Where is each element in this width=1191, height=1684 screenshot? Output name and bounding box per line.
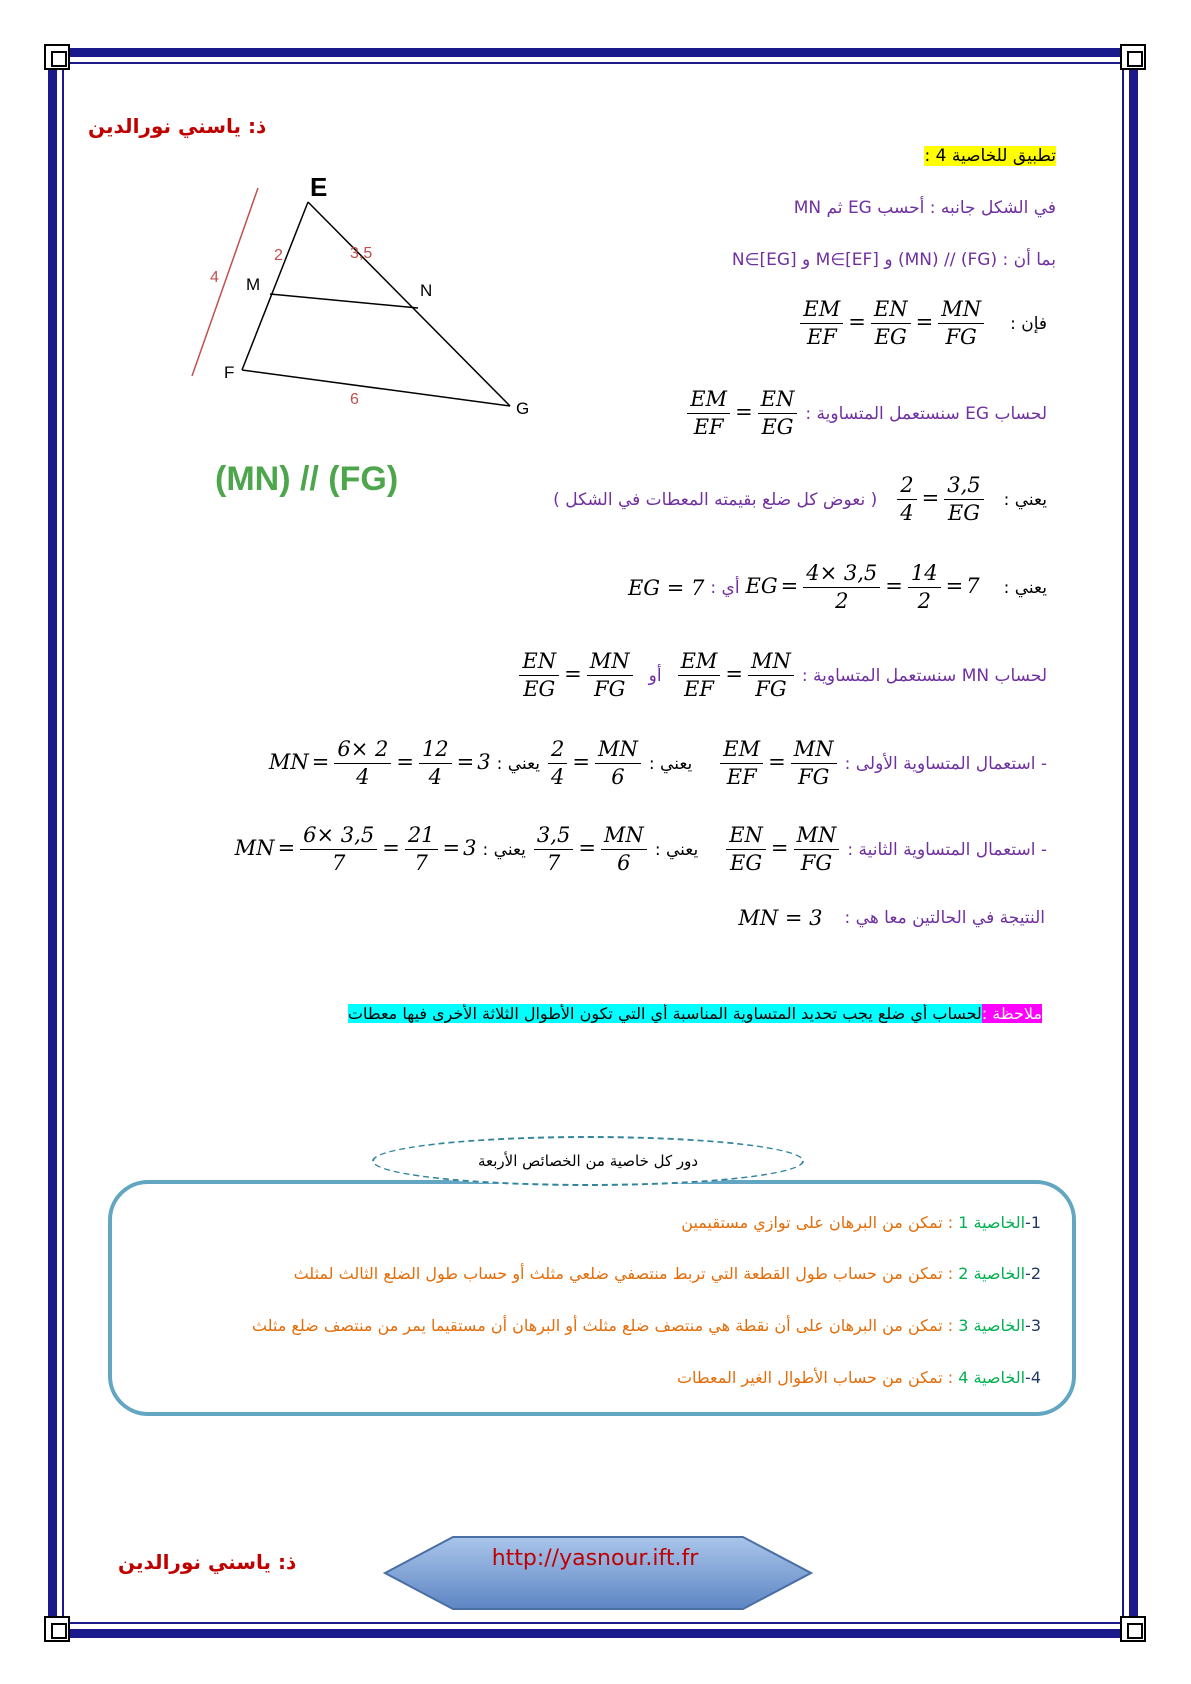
hypothesis-line: بما أن : (FG) // (MN) و M∈[EF] و N∈[EG] <box>731 250 1056 270</box>
point-g-label: G <box>516 399 530 418</box>
point-f-label: F <box>224 363 235 382</box>
question-line: في الشكل جانبه : أحسب EG ثم MN <box>793 198 1056 218</box>
ratio-equality: $\frac{EM}{EF}$ = $\frac{EN}{EG}$ = $\frac{MN}{FG}$ <box>798 298 986 349</box>
length-em-label: 2 <box>274 247 283 264</box>
corner-ornament-br <box>1120 1616 1146 1642</box>
author-top: ذ: ياسني نورالدين <box>88 114 267 138</box>
exercise-title-text: تطبيق للخاصية 4 : <box>924 146 1056 166</box>
website-link[interactable]: http://yasnour.ift.fr <box>491 1546 699 1571</box>
point-e-label: E <box>310 172 328 202</box>
replace-note: ( نعوض كل ضلع بقيمته المعطات في الشكل ) <box>553 489 878 510</box>
parallel-caption: (MN) // (FG) <box>215 460 399 498</box>
second-use-row <box>235 824 1053 875</box>
eg-replace-row <box>547 474 1053 525</box>
property-item-2: 2-الخاصية 2 : تمكن من حساب طول القطعة التي تربط منتصفي ضلعي مثلث أو حساب طول الضلع الثالث لمثلث <box>293 1264 1041 1283</box>
first-use-result: MN = $\frac{6\times 2}{4}$ = $\frac{12}{4}$ = 3 <box>268 737 491 790</box>
mn-equalities-row <box>517 650 1053 701</box>
corner-ornament-tl <box>44 44 70 70</box>
note-text: لحساب أي ضلع يجب تحديد المتساوية المناسبة أي التي تكون الأطوال الثلاثة الأخرى فيها معطات <box>347 1004 982 1023</box>
author-bottom: ذ: ياسني نورالدين <box>118 1550 297 1574</box>
mn-equality-label: لحساب MN سنستعمل المتساوية : <box>801 665 1047 686</box>
eg-equality: $\frac{EM}{EF}$ = $\frac{EN}{EG}$ <box>685 388 799 439</box>
eg-result-row <box>628 562 1053 613</box>
note-line <box>290 1004 1042 1023</box>
first-use-row <box>269 738 1053 789</box>
second-use-meaning-2: يعني : <box>482 839 526 860</box>
first-use-meaning-1: يعني : <box>648 753 693 774</box>
second-use-meaning-1: يعني : <box>654 839 699 860</box>
second-use-equality: $\frac{EN}{EG}$ = $\frac{MN}{FG}$ <box>724 824 841 875</box>
corner-ornament-tr <box>1120 44 1146 70</box>
mn-result: MN = 3 <box>738 906 823 930</box>
property-item-4: 4-الخاصية 4 : تمكن من حساب الأطوال الغير المعطات <box>676 1368 1041 1387</box>
second-use-result: MN = $\frac{6\times 3,5}{7}$ = $\frac{21}{7}$ = 3 <box>234 823 477 876</box>
meaning-label-2: يعني : <box>1003 577 1047 598</box>
length-fg-label: 6 <box>350 391 359 408</box>
first-use-label: - استعمال المتساوية الأولى : <box>844 753 1047 774</box>
second-use-replace: $\frac{3,5}{7}$ = $\frac{MN}{6}$ <box>532 824 649 875</box>
first-use-equality: $\frac{EM}{EF}$ = $\frac{MN}{FG}$ <box>718 738 838 789</box>
ie-label: أي : <box>710 577 740 598</box>
length-ef-label: 4 <box>210 269 219 286</box>
point-m-label: M <box>246 275 261 294</box>
meaning-label-1: يعني : <box>1003 489 1047 510</box>
property-item-1: 1-الخاصية 1 : تمكن من البرهان على توازي مستقيمين <box>681 1213 1041 1232</box>
mn-equality-em: $\frac{EM}{EF}$ = $\frac{MN}{FG}$ <box>676 650 796 701</box>
properties-heading: دور كل خاصية من الخصائص الأربعة <box>372 1136 804 1186</box>
result-row <box>738 906 1051 930</box>
ratio-equality-row <box>798 298 1053 349</box>
triangle-figure <box>180 170 540 430</box>
point-n-label: N <box>420 281 433 300</box>
exercise-title <box>924 146 1056 166</box>
result-label: النتيجة في الحالتين معا هي : <box>844 908 1045 928</box>
mn-equality-en: $\frac{EN}{EG}$ = $\frac{MN}{FG}$ <box>517 650 634 701</box>
eg-result: EG = 7 <box>627 575 705 600</box>
second-use-label: - استعمال المتساوية الثانية : <box>847 839 1047 860</box>
or-label: أو <box>648 665 662 686</box>
note-label: ملاحظة : <box>981 1004 1042 1023</box>
eg-calculation: EG = $\frac{4\times 3,5}{2}$ = $\frac{14}{2}$ = 7 <box>745 561 980 614</box>
eg-equality-label: لحساب EG سنستعمل المتساوية : <box>805 403 1047 424</box>
first-use-replace: $\frac{2}{4}$ = $\frac{MN}{6}$ <box>546 738 643 789</box>
eg-replace-equality: $\frac{2}{4}$ = $\frac{3,5}{EG}$ <box>895 474 985 525</box>
then-label: فإن : <box>1010 313 1047 334</box>
eg-equality-row <box>685 388 1053 439</box>
corner-ornament-bl <box>44 1616 70 1642</box>
length-en-label: 3,5 <box>350 245 373 262</box>
property-item-3: 3-الخاصية 3 : تمكن من البرهان على أن نقطة هي منتصف ضلع مثلث أو البرهان أن مستقيما يمر من منتصف ضلع مثلث <box>251 1316 1041 1335</box>
first-use-meaning-2: يعني : <box>496 753 541 774</box>
